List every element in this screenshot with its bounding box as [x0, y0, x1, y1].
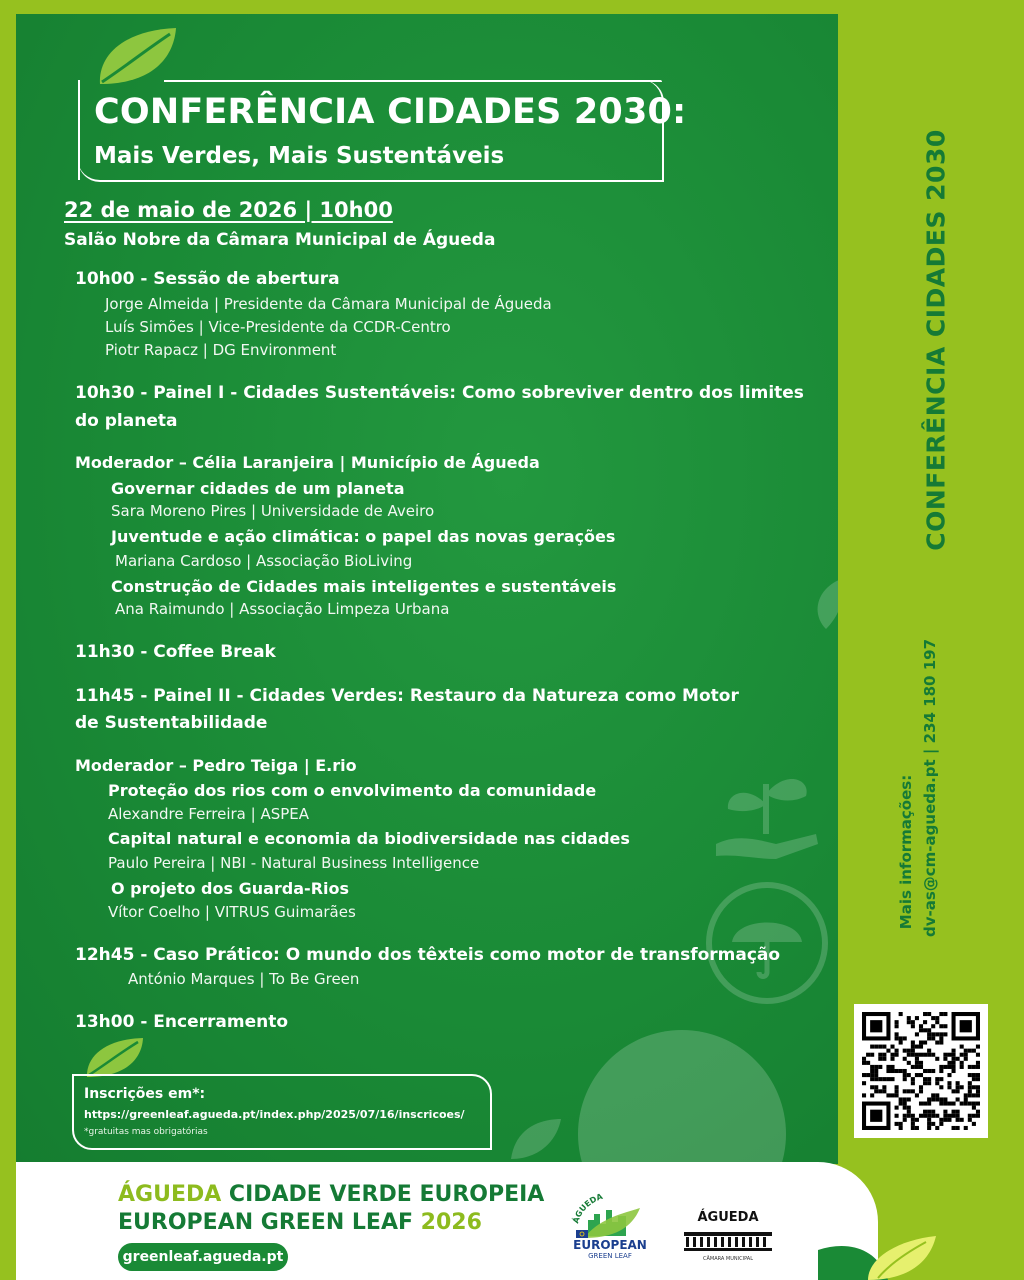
panel1-heading: 10h30 - Painel I - Cidades Sustentáveis: Como sobreviver dentro dos limites: [75, 383, 804, 403]
egl-logo-arc-text: ÁGUEDA: [571, 1191, 604, 1225]
panel2-heading: 11h45 - Painel II - Cidades Verdes: Restauro da Natureza como Motor: [75, 686, 739, 706]
event-venue: Salão Nobre da Câmara Municipal de Águeda: [64, 230, 496, 250]
footer-city: ÁGUEDA: [118, 1182, 222, 1207]
info-contact[interactable]: dv-as@cm-agueda.pt | 234 180 197: [921, 638, 939, 938]
talk-title: Capital natural e economia da biodiversidade nas cidades: [108, 829, 630, 848]
speaker-line: Luís Simões | Vice-Presidente da CCDR-Centro: [105, 318, 451, 336]
qr-code-icon: [862, 1012, 980, 1130]
footer-line1-text: CIDADE VERDE EUROPEIA: [221, 1182, 545, 1207]
case-speaker: António Marques | To Be Green: [128, 970, 360, 988]
talk-speaker: Vítor Coelho | VITRUS Guimarães: [108, 903, 356, 921]
website-button[interactable]: greenleaf.agueda.pt: [118, 1243, 288, 1271]
talk-title: Juventude e ação climática: o papel das novas gerações: [111, 527, 616, 546]
page-title: CONFERÊNCIA CIDADES 2030:: [94, 92, 687, 132]
panel2-heading-cont: de Sustentabilidade: [75, 713, 268, 733]
info-label: Mais informações:: [897, 774, 915, 930]
panel2-moderator: Moderador – Pedro Teiga | E.rio: [75, 756, 357, 775]
plant-hand-icon: [706, 764, 826, 864]
talk-speaker: Sara Moreno Pires | Universidade de Aveiro: [111, 502, 435, 520]
event-date: 22 de maio de 2026 | 10h00: [64, 198, 393, 222]
umbrella-icon: [704, 880, 830, 1006]
talk-speaker: Alexandre Ferreira | ASPEA: [108, 805, 310, 823]
footer-line2-text: EUROPEAN GREEN LEAF: [118, 1210, 421, 1235]
egl-logo-subtitle: GREEN LEAF: [588, 1252, 632, 1260]
agueda-logo-title: ÁGUEDA: [697, 1210, 759, 1225]
speaker-line: Piotr Rapacz | DG Environment: [105, 341, 337, 359]
talk-title: Proteção dos rios com o envolvimento da comunidade: [108, 781, 597, 800]
talk-title: Construção de Cidades mais inteligentes e sustentáveis: [111, 577, 617, 596]
panel1-heading-cont: do planeta: [75, 411, 178, 431]
page-subtitle: Mais Verdes, Mais Sustentáveis: [94, 143, 505, 169]
egl-logo-title: EUROPEAN: [573, 1238, 647, 1252]
talk-speaker: Paulo Pereira | NBI - Natural Business Intelligence: [108, 854, 480, 872]
registration-link[interactable]: https://greenleaf.agueda.pt/index.php/2025/07/16/inscricoes/: [84, 1108, 465, 1121]
talk-speaker: Ana Raimundo | Associação Limpeza Urbana: [115, 600, 450, 618]
coffee-break: 11h30 - Coffee Break: [75, 642, 276, 662]
footer-year: 2026: [420, 1210, 482, 1235]
globe-icon: [572, 1024, 792, 1164]
opening-heading: 10h00 - Sessão de abertura: [75, 269, 340, 289]
leaf-decoration-icon: [506, 1114, 566, 1164]
registration-title: Inscrições em*:: [84, 1086, 206, 1102]
footer-line2: [118, 1210, 482, 1235]
qr-code[interactable]: [854, 1004, 988, 1138]
agueda-logo-subtitle: CÂMARA MUNICIPAL: [703, 1256, 753, 1262]
closing-heading: 13h00 - Encerramento: [75, 1012, 289, 1032]
vertical-title: CONFERÊNCIA CIDADES 2030: [921, 129, 951, 551]
case-heading: 12h45 - Caso Prático: O mundo dos têxteis como motor de transformação: [75, 945, 781, 965]
panel1-moderator: Moderador – Célia Laranjeira | Município de Águeda: [75, 453, 540, 472]
leaf-logo-icon: [96, 26, 180, 88]
speaker-line: Jorge Almeida | Presidente da Câmara Municipal de Águeda: [105, 295, 552, 313]
talk-speaker: Mariana Cardoso | Associação BioLiving: [115, 552, 413, 570]
footer-line1: [118, 1182, 544, 1207]
talk-title: O projeto dos Guarda-Rios: [111, 879, 350, 898]
corner-leaves-icon: [818, 1228, 938, 1280]
talk-title: Governar cidades de um planeta: [111, 479, 405, 498]
leaf-decoration-icon: [806, 574, 838, 634]
registration-note: *gratuitas mas obrigatórias: [84, 1127, 208, 1137]
city-hall-icon: [682, 1228, 774, 1252]
